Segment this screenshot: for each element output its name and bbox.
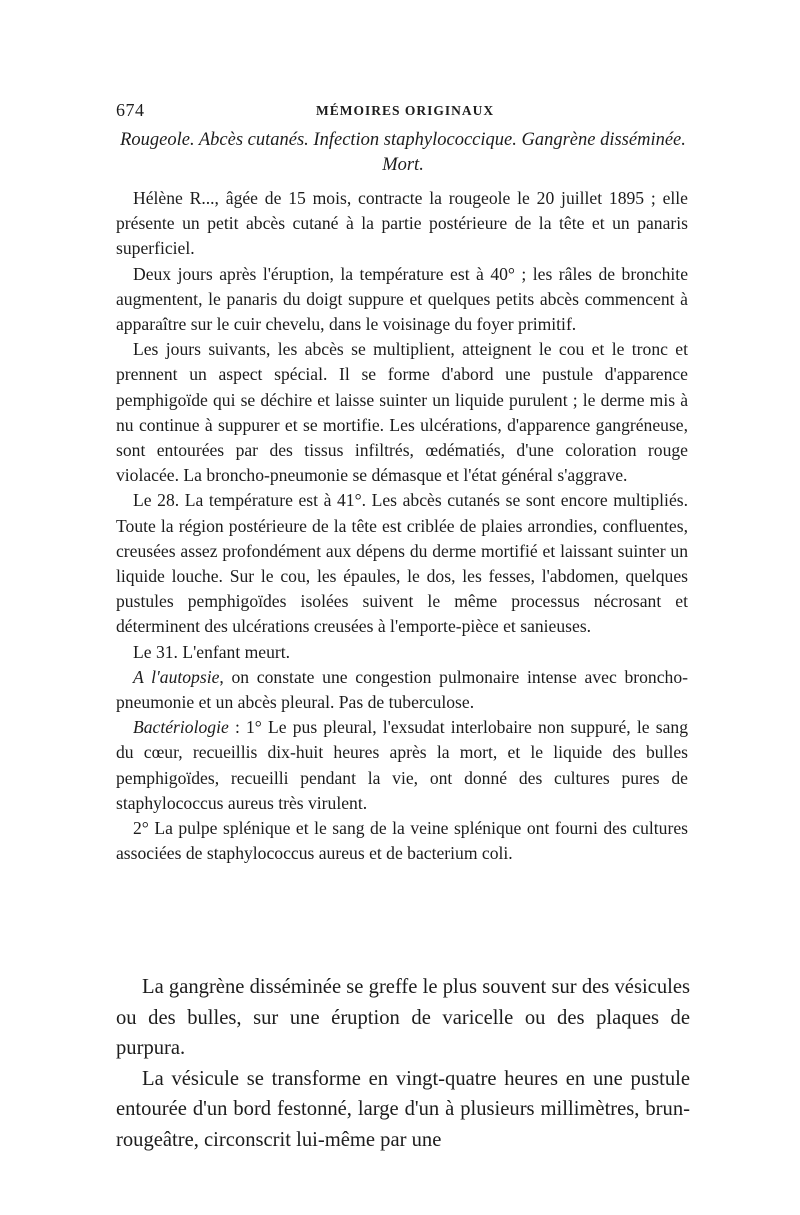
autopsy-heading: A l'autopsie [133,666,220,687]
observation-paragraph: Les jours suivants, les abcès se multiplient, atteignent le cou et le tronc et prennent un aspect spécial. Il se forme d'abord une pustule d'apparence pemphigoïde qui se déchire et laisse suinter un liquide purulent ; le derme mis à nu continue à suppurer et se mortifie. Les ulcérations, d'apparence gangréneuse, sont entourées par des tissus infiltrés, œdématiés, d'une coloration rouge violacée. La broncho-pneumonie se démasque et l'état général s'aggrave. [116,339,688,486]
observation-paragraph: Hélène R..., âgée de 15 mois, contracte la rougeole le 20 juillet 1895 ; elle présente un petit abcès cutané à la partie postérieure de la tête et un panaris superficiel. [116,188,688,259]
page-header [116,100,686,124]
bacteriology-paragraph [116,715,688,816]
autopsy-text: , on constate une congestion pulmonaire intense avec broncho-pneumonie et un abcès pleural. Pas de tuberculose. [116,666,688,713]
bacteriology-heading: Bactériologie [133,717,229,738]
bacteriology-text: : 1° Le pus pleural, l'exsudat interlobaire non suppuré, le sang du cœur, recueillis dix-huit heures après la mort, et le liquide des bulles pemphigoïdes, recueilli pendant la vie, ont donné des cultures pures de staphylococcus aureus très virulent. [116,717,688,813]
discussion-paragraph: La vésicule se transforme en vingt-quatre heures en une pustule entourée d'un bord festonné, large d'un à plusieurs millimètres, brun-rougeâtre, circonscrit lui-même par une [116,1067,690,1151]
observation-paragraph: Deux jours après l'éruption, la température est à 40° ; les râles de bronchite augmentent, le panaris du doigt suppure et quelques petits abcès commencent à apparaître sur le cuir chevelu, dans le voisinage du foyer primitif. [116,263,688,335]
observation-paragraph: Le 28. La température est à 41°. Les abcès cutanés se sont encore multipliés. Toute la région postérieure de la tête est criblée de plaies arrondies, confluentes, creusées assez profondément aux dépens du derme mortifié et laissant suinter un liquide louche. Sur le cou, les épaules, le dos, les fesses, l'abdomen, quelques pustules pemphigoïdes isolées suivent le même processus nécrosant et déterminent des ulcérations creusées à l'emporte-pièce et sanieuses. [116,490,688,637]
case-observation [116,186,688,866]
bacteriology-paragraph-2: 2° La pulpe splénique et le sang de la veine splénique ont fourni des cultures associées de staphylococcus aureus et de bacterium coli. [116,818,688,864]
running-head: MÉMOIRES ORIGINAUX [316,103,495,118]
discussion-text [116,972,690,1155]
autopsy-paragraph [116,665,688,715]
discussion-paragraph: La gangrène disséminée se greffe le plus souvent sur des vésicules ou des bulles, sur une éruption de varicelle ou des plaques de purpura. [116,976,690,1059]
observation-paragraph: Le 31. L'enfant meurt. [133,641,291,662]
case-title: Rougeole. Abcès cutanés. Infection staphylococcique. Gangrène disséminée. Mort. [120,130,686,175]
page-number: 674 [116,100,145,120]
